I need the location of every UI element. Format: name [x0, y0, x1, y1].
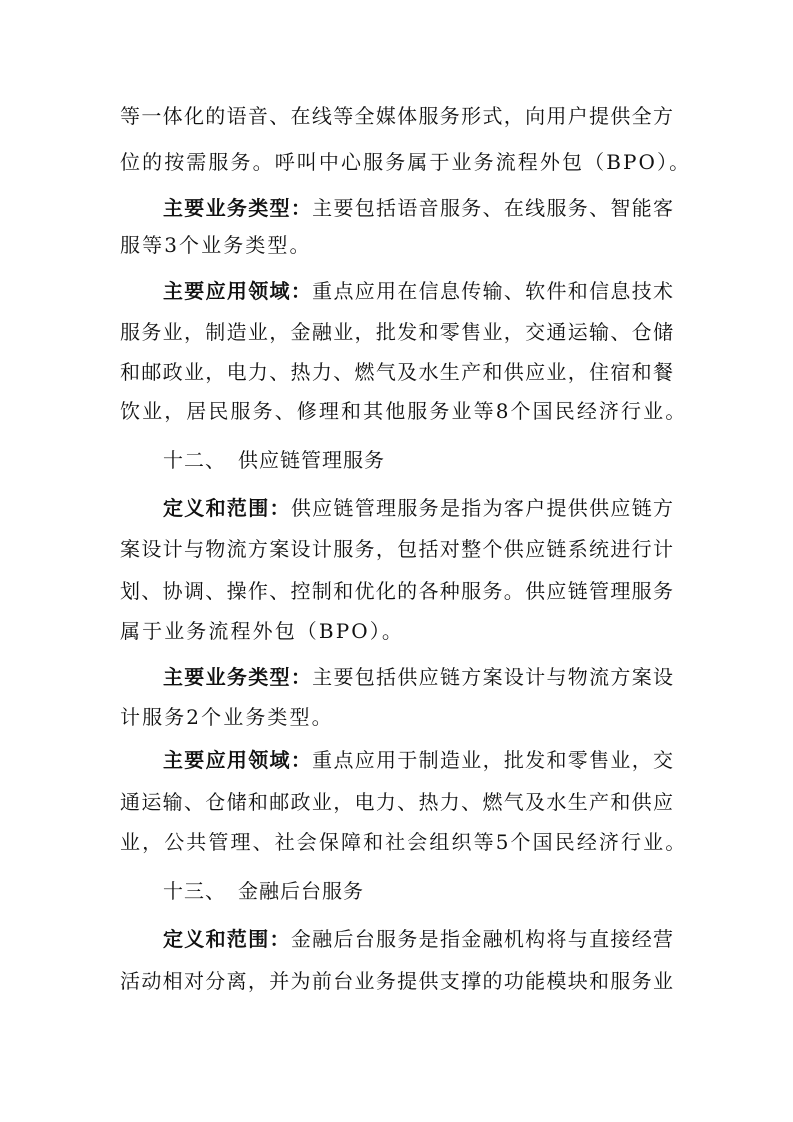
- text-line: 通运输、仓储和邮政业，电力、热力、燃气及水生产和供应: [120, 790, 673, 814]
- section-title: 供应链管理服务: [238, 448, 385, 472]
- section-number: 十三、: [163, 879, 226, 903]
- paragraph-line: [0, 664, 793, 690]
- text-line: 饮业，居民服务、修理和其他服务业等8个国民经济行业。: [120, 399, 688, 423]
- paragraph-text: 重点应用在信息传输、软件和信息技术: [312, 279, 674, 303]
- paragraph-text: 供应链管理服务是指为客户提供供应链方: [290, 496, 674, 520]
- section-title: 金融后台服务: [238, 879, 364, 903]
- paragraph-label: 定义和范围：: [163, 927, 291, 951]
- text-line: 位的按需服务。呼叫中心服务属于业务流程外包（BPO）。: [120, 150, 692, 174]
- paragraph-text: 主要包括供应链方案设计与物流方案设: [312, 665, 674, 689]
- paragraph-line: [0, 926, 793, 952]
- text-line: 活动相对分离，并为前台业务提供支撑的功能模块和服务业: [120, 969, 673, 993]
- paragraph-text: 主要包括语音服务、在线服务、智能客: [312, 196, 674, 220]
- text-line: 服务业，制造业，金融业，批发和零售业，交通运输、仓储: [120, 320, 673, 344]
- paragraph-label: 定义和范围：: [163, 496, 291, 520]
- text-line: 划、协调、操作、控制和优化的各种服务。供应链管理服务: [120, 579, 673, 603]
- paragraph-line: [0, 495, 793, 521]
- section-heading: [163, 447, 385, 473]
- text-line: 案设计与物流方案设计服务，包括对整个供应链系统进行计: [120, 537, 673, 561]
- paragraph-line: [0, 195, 793, 221]
- paragraph-label: 主要业务类型：: [163, 665, 313, 689]
- text-line: 和邮政业，电力、热力、燃气及水生产和供应业，住宿和餐: [120, 360, 673, 384]
- paragraph-label: 主要应用领域：: [163, 748, 313, 772]
- paragraph-text: 金融后台服务是指金融机构将与直接经营: [290, 927, 674, 951]
- text-line: 属于业务流程外包（BPO）。: [120, 619, 404, 643]
- paragraph-label: 主要业务类型：: [163, 196, 313, 220]
- text-line: 等一体化的语音、在线等全媒体服务形式，向用户提供全方: [120, 104, 673, 128]
- text-line: 计服务2个业务类型。: [120, 705, 334, 729]
- paragraph-text: 重点应用于制造业，批发和零售业，交: [312, 748, 674, 772]
- text-line: 业，公共管理、社会保障和社会组织等5个国民经济行业。: [120, 830, 688, 854]
- paragraph-label: 主要应用领域：: [163, 279, 313, 303]
- section-number: 十二、: [163, 448, 226, 472]
- paragraph-line: [0, 278, 793, 304]
- text-line: 服等3个业务类型。: [120, 233, 312, 257]
- paragraph-line: [0, 747, 793, 773]
- section-heading: [163, 878, 364, 904]
